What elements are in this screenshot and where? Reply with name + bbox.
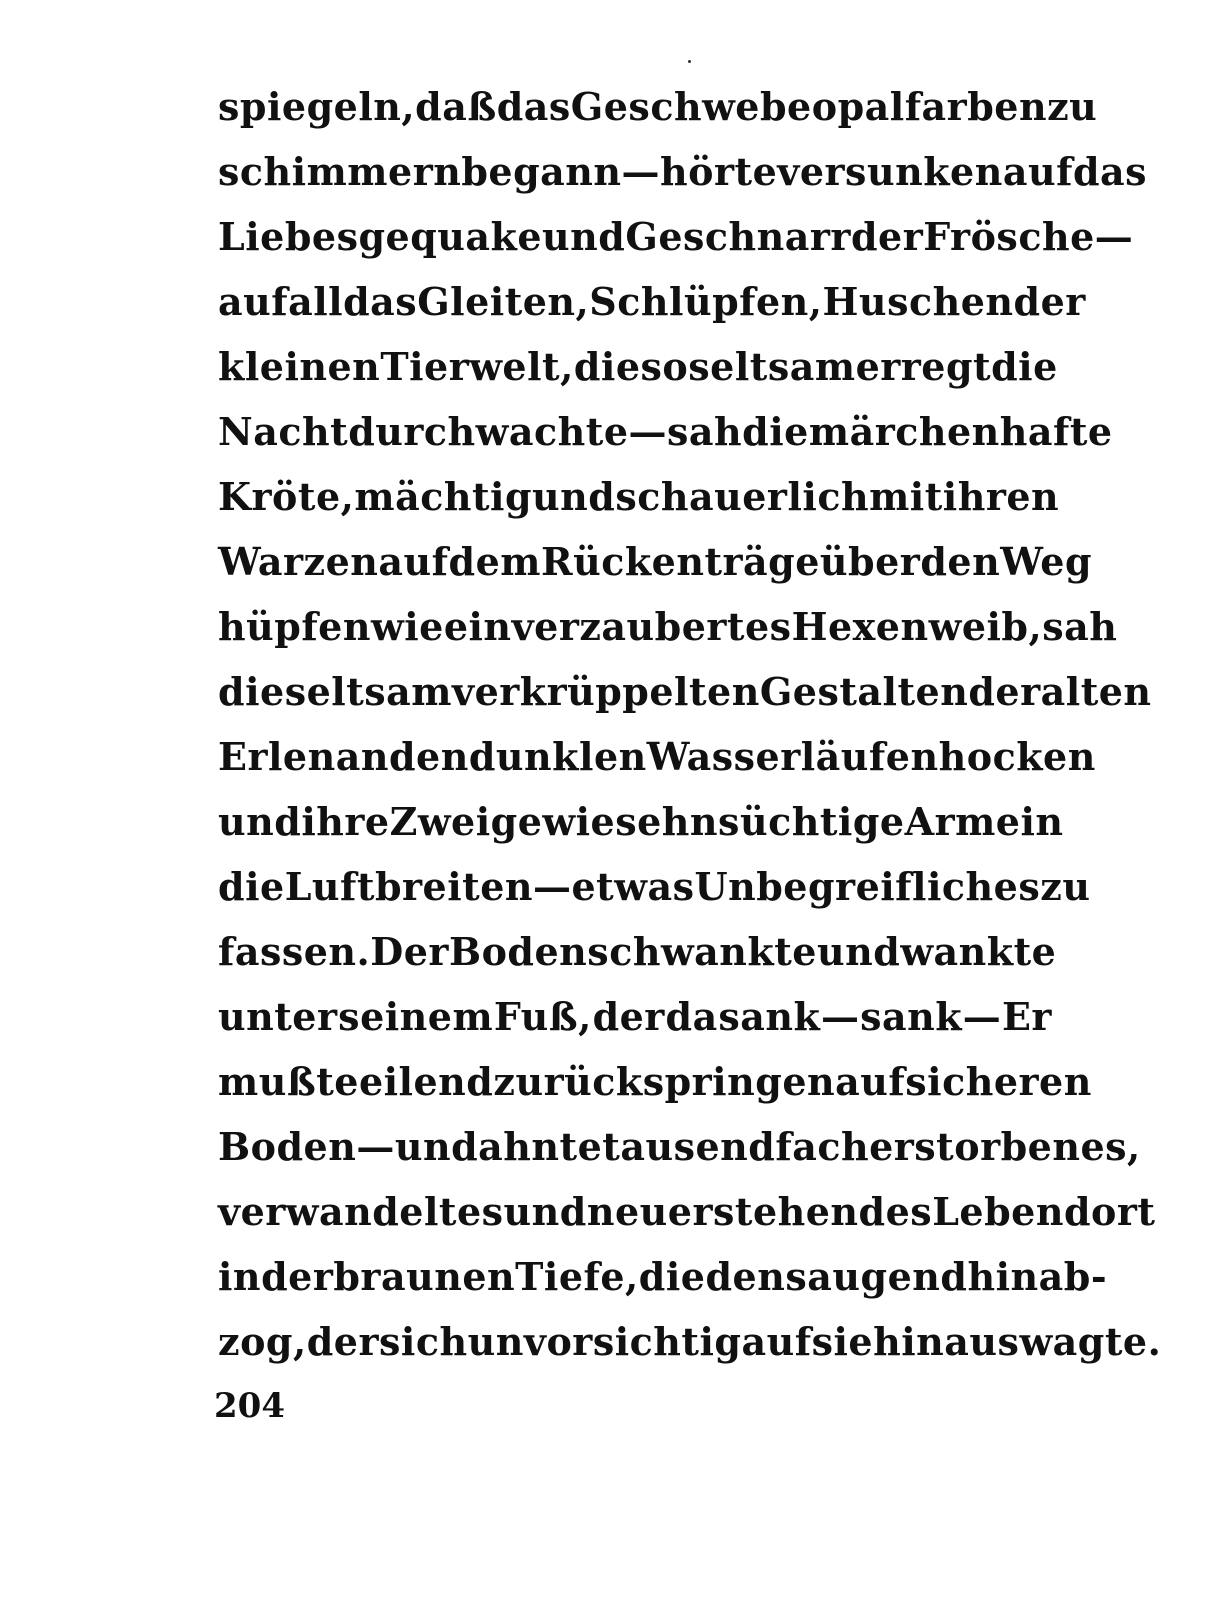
word: seltsam	[284, 669, 452, 714]
word: das	[1072, 149, 1148, 194]
word: den	[705, 1254, 786, 1299]
word: erstorbenes,	[869, 1124, 1141, 1169]
word: saugend	[785, 1254, 968, 1299]
text-line	[218, 399, 1113, 464]
word: unter	[218, 994, 338, 1039]
word: der	[306, 1319, 380, 1364]
word: Huschen	[822, 279, 1014, 324]
word: Boden	[448, 929, 588, 974]
word: und	[532, 474, 616, 519]
word: auf	[378, 539, 449, 584]
word: träge	[704, 539, 820, 584]
word: Der	[370, 929, 449, 974]
word: Arme	[904, 799, 1021, 844]
word: über	[819, 539, 921, 584]
word: eilend	[358, 1059, 494, 1104]
word: dem	[448, 539, 541, 584]
word: zog,	[218, 1319, 307, 1364]
word: sah	[1042, 604, 1118, 649]
word: in	[218, 1254, 262, 1299]
text-line	[218, 529, 1093, 594]
word: verkrüppelten	[451, 669, 760, 714]
word: Geschnarr	[625, 214, 851, 259]
word: erregt	[855, 344, 992, 389]
word: der	[1013, 279, 1086, 324]
word: dort	[1063, 1189, 1156, 1234]
word: hinab-	[967, 1254, 1108, 1299]
word: ein	[443, 604, 512, 649]
word: schwankte	[587, 929, 817, 974]
word: da	[665, 994, 718, 1039]
word: Tierwelt,	[380, 344, 574, 389]
word: der	[592, 994, 665, 1039]
ink-speck	[688, 60, 691, 63]
word: Warzen	[218, 539, 379, 584]
word: —	[621, 149, 661, 194]
word: den	[388, 734, 469, 779]
word: tausendfach	[602, 1124, 870, 1169]
word: dunklen	[468, 734, 647, 779]
word: —	[628, 409, 668, 454]
text-line	[218, 1309, 1162, 1374]
word: Luft	[284, 864, 375, 909]
word: und	[816, 929, 901, 974]
text-line	[218, 659, 1152, 724]
word: breiten	[374, 864, 533, 909]
word: —	[356, 1124, 395, 1169]
word: hörte	[660, 149, 778, 194]
word: die	[573, 344, 641, 389]
word: alten	[1040, 669, 1152, 714]
word: Tiefe,	[515, 1254, 639, 1299]
word: daß	[415, 84, 497, 129]
word: das	[343, 279, 418, 324]
text-line	[218, 74, 1098, 139]
word: auf	[835, 1059, 906, 1104]
word: sicheren	[905, 1059, 1092, 1104]
word: —	[1094, 214, 1134, 259]
word: Zweige	[389, 799, 543, 844]
word: sich	[379, 1319, 468, 1364]
word: Hexenweib,	[791, 604, 1043, 649]
word: die	[218, 669, 285, 714]
text-line	[218, 1114, 1141, 1179]
word: so	[640, 344, 689, 389]
page-number: 204	[214, 1386, 285, 1426]
word: spiegeln,	[218, 84, 416, 129]
text-line	[218, 269, 1086, 334]
word: fassen.	[218, 929, 371, 974]
word: Nacht	[218, 409, 349, 454]
word: in	[1020, 799, 1064, 844]
word: hüpfen	[218, 604, 371, 649]
word: Leben	[932, 1189, 1064, 1234]
word: Boden	[218, 1124, 357, 1169]
word: die	[991, 344, 1058, 389]
word: Frösche	[923, 214, 1095, 259]
word: sie	[811, 1319, 874, 1364]
word: verzaubertes	[511, 604, 792, 649]
word: —	[533, 864, 572, 909]
word: Weg	[1000, 539, 1093, 584]
text-line	[218, 464, 1060, 529]
word: ihre	[301, 799, 390, 844]
word: begann	[461, 149, 622, 194]
word: Wasserläufen	[646, 734, 939, 779]
word: Liebesgequake	[218, 214, 543, 259]
word: sehnsüchtige	[615, 799, 905, 844]
word: —	[962, 994, 1002, 1039]
word: hinauswagte.	[873, 1319, 1162, 1364]
word: etwas	[571, 864, 695, 909]
word: das	[496, 84, 571, 129]
text-line	[218, 724, 1096, 789]
text-line	[218, 1049, 1092, 1114]
word: und	[503, 1189, 587, 1234]
word: neuerstehendes	[586, 1189, 933, 1234]
body-text	[218, 74, 1162, 1374]
word: die	[742, 409, 809, 454]
word: und	[218, 799, 302, 844]
word: zu	[1040, 864, 1091, 909]
word: der	[968, 669, 1041, 714]
word: mußte	[218, 1059, 359, 1104]
word: zurückspringen	[493, 1059, 836, 1104]
word: und	[394, 1124, 479, 1169]
word: seltsam	[688, 344, 856, 389]
text-line	[218, 984, 1052, 1049]
word: sank	[860, 994, 963, 1039]
word: mächtig	[354, 474, 533, 519]
word: auf	[1002, 149, 1073, 194]
word: der	[850, 214, 924, 259]
word: verwandeltes	[218, 1189, 504, 1234]
word: Erlen	[218, 734, 336, 779]
word: den	[920, 539, 1001, 584]
word: die	[218, 864, 285, 909]
word: Geschwebe	[570, 84, 812, 129]
text-line	[218, 204, 1134, 269]
word: braunen	[333, 1254, 516, 1299]
word: die	[638, 1254, 706, 1299]
word: schauerlich	[615, 474, 870, 519]
word: zu	[1047, 84, 1098, 129]
word: der	[261, 1254, 334, 1299]
word: auf	[218, 279, 289, 324]
word: wankte	[900, 929, 1057, 974]
word: sah	[667, 409, 743, 454]
word: und	[542, 214, 626, 259]
word: mit	[869, 474, 943, 519]
word: wie	[542, 799, 616, 844]
word: ihren	[942, 474, 1060, 519]
word: kleinen	[218, 344, 381, 389]
text-line	[218, 1244, 1108, 1309]
word: versunken	[777, 149, 1003, 194]
text-line	[218, 789, 1064, 854]
word: ahnte	[478, 1124, 603, 1169]
word: durchwachte	[348, 409, 629, 454]
word: Schlüpfen,	[589, 279, 823, 324]
word: hocken	[938, 734, 1096, 779]
word: Er	[1001, 994, 1052, 1039]
word: unvorsichtig	[467, 1319, 742, 1364]
word: —	[821, 994, 860, 1039]
word: auf	[741, 1319, 812, 1364]
text-line	[218, 334, 1058, 399]
text-line	[218, 1179, 1156, 1244]
word: Gleiten,	[417, 279, 590, 324]
word: seinem	[338, 994, 494, 1039]
text-line	[218, 139, 1148, 204]
word: Unbegreifliches	[694, 864, 1041, 909]
word: Gestalten	[759, 669, 969, 714]
text-line	[218, 594, 1118, 659]
word: wie	[370, 604, 444, 649]
word: sank	[718, 994, 821, 1039]
word: Fuß,	[493, 994, 592, 1039]
word: Rücken	[540, 539, 705, 584]
text-line	[218, 854, 1091, 919]
word: an	[335, 734, 389, 779]
word: schimmern	[218, 149, 462, 194]
text-line	[218, 919, 1057, 984]
word: märchenhafte	[808, 409, 1113, 454]
word: Kröte,	[218, 474, 355, 519]
word: all	[288, 279, 344, 324]
word: opalfarben	[811, 84, 1048, 129]
